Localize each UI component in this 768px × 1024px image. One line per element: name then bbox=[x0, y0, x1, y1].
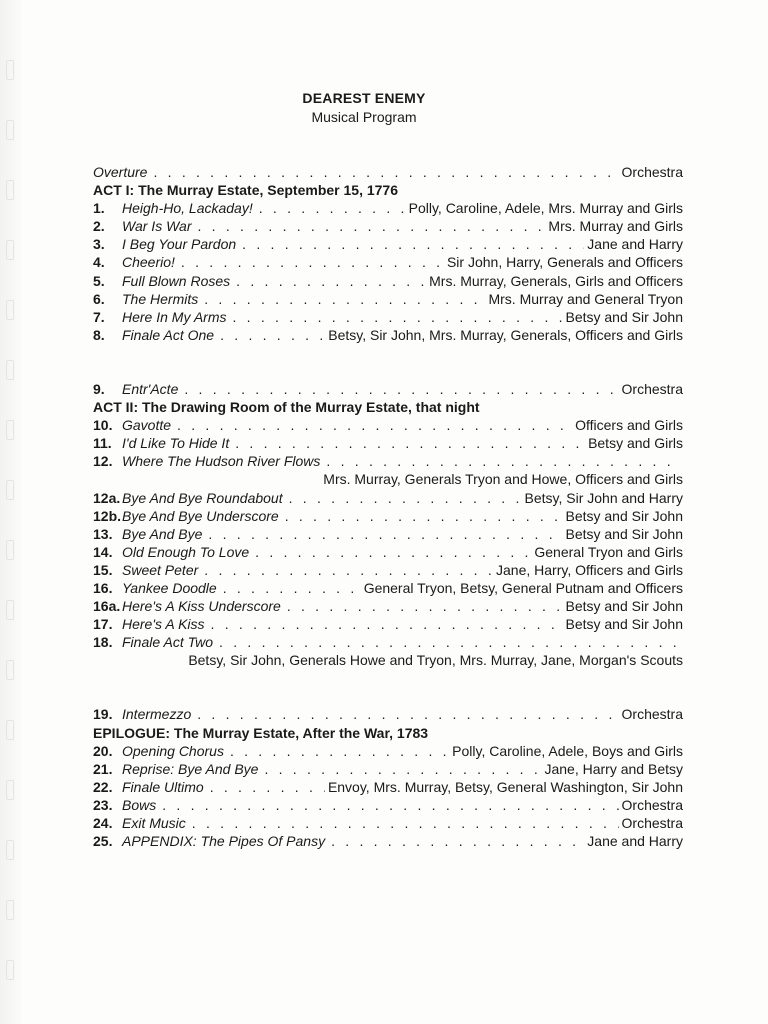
program-item bbox=[93, 308, 683, 326]
song-title: Here's A Kiss bbox=[122, 616, 205, 633]
dot-leader bbox=[192, 814, 619, 832]
overture-row bbox=[93, 163, 683, 181]
dot-leader bbox=[197, 705, 618, 723]
performers: Polly, Caroline, Adele, Boys and Girls bbox=[452, 742, 683, 759]
song-title: Here In My Arms bbox=[122, 308, 227, 325]
song-title: Here's A Kiss Underscore bbox=[122, 598, 281, 615]
performers: Mrs. Murray and Girls bbox=[548, 218, 683, 235]
performers: Orchestra bbox=[621, 796, 683, 813]
performers: Jane and Harry bbox=[587, 833, 683, 850]
song-title: Old Enough To Love bbox=[122, 543, 250, 560]
song-title: Finale Act Two bbox=[122, 634, 214, 651]
dot-leader bbox=[233, 308, 563, 326]
dot-leader bbox=[220, 326, 325, 344]
dot-leader bbox=[326, 452, 680, 470]
song-title: Intermezzo bbox=[122, 706, 192, 723]
song-title: The Hermits bbox=[122, 290, 199, 307]
song-number: 5. bbox=[93, 272, 105, 289]
program-item bbox=[93, 272, 683, 290]
song-title: Bye And Bye Underscore bbox=[122, 507, 279, 524]
dot-leader bbox=[204, 290, 485, 308]
performers: Officers and Girls bbox=[575, 417, 683, 434]
song-number: 24. bbox=[93, 815, 113, 831]
program-item bbox=[93, 525, 683, 543]
program-item bbox=[93, 452, 683, 470]
song-title: Bye And Bye bbox=[122, 525, 203, 542]
program-item bbox=[93, 561, 683, 579]
dot-leader bbox=[162, 796, 618, 814]
song-number: 20. bbox=[93, 742, 113, 759]
intermezzo-row bbox=[93, 705, 683, 723]
performers-continuation: Betsy, Sir John, Generals Howe and Tryon, Mrs. Murray, Jane, Morgan's Scouts bbox=[188, 652, 683, 669]
performers: Betsy, Sir John and Harry bbox=[524, 489, 683, 506]
song-title: Where The Hudson River Flows bbox=[122, 453, 321, 470]
dot-leader bbox=[184, 380, 618, 398]
song-number: 2. bbox=[93, 218, 105, 235]
song-number: 8. bbox=[93, 326, 105, 343]
song-number: 19. bbox=[93, 706, 113, 723]
entracte-row bbox=[93, 380, 683, 398]
act2-list bbox=[93, 416, 683, 669]
song-number: 16. bbox=[93, 579, 113, 596]
performers: Betsy and Sir John bbox=[565, 308, 683, 325]
program-item bbox=[93, 778, 683, 796]
dot-leader bbox=[230, 742, 449, 760]
act1-list bbox=[93, 199, 683, 344]
performers: Envoy, Mrs. Murray, Betsy, General Washington, Sir John bbox=[327, 778, 683, 795]
song-title: Yankee Doodle bbox=[122, 579, 217, 596]
program-title: DEAREST ENEMY bbox=[302, 90, 426, 106]
performers: Jane, Harry and Betsy bbox=[544, 760, 683, 777]
performers: Jane, Harry, Officers and Girls bbox=[496, 561, 683, 578]
dot-leader bbox=[242, 235, 584, 253]
epilogue-heading: EPILOGUE: The Murray Estate, After the War, 1783 bbox=[93, 724, 429, 741]
dot-leader bbox=[285, 507, 563, 525]
song-number: 13. bbox=[93, 525, 113, 542]
performers: Orchestra bbox=[621, 380, 683, 397]
performers: Betsy and Sir John bbox=[565, 598, 683, 615]
performers: Betsy and Girls bbox=[588, 435, 683, 452]
program-item bbox=[93, 543, 683, 561]
song-title: Gavotte bbox=[122, 417, 172, 434]
song-number: 4. bbox=[93, 254, 105, 271]
song-number: 1. bbox=[93, 200, 105, 217]
program-item bbox=[93, 434, 683, 452]
song-number: 3. bbox=[93, 236, 105, 253]
act1-heading: ACT I: The Murray Estate, September 15, 1776 bbox=[93, 182, 398, 199]
song-title: Bye And Bye Roundabout bbox=[122, 489, 283, 506]
performers: Orchestra bbox=[621, 815, 683, 831]
performers: Betsy and Sir John bbox=[565, 507, 683, 524]
song-title: Heigh-Ho, Lackaday! bbox=[122, 200, 253, 217]
song-title: Opening Chorus bbox=[122, 742, 224, 759]
dot-leader bbox=[264, 760, 541, 778]
page-header bbox=[0, 90, 728, 125]
program-item bbox=[93, 796, 683, 814]
program-item bbox=[93, 326, 683, 344]
dot-leader bbox=[208, 525, 562, 543]
dot-leader bbox=[181, 253, 444, 271]
dot-leader bbox=[211, 615, 563, 633]
performers: General Tryon, Betsy, General Putnam and Officers bbox=[363, 579, 683, 596]
dot-leader bbox=[287, 597, 563, 615]
program-item bbox=[93, 832, 683, 850]
dot-leader bbox=[259, 199, 406, 217]
song-number: 7. bbox=[93, 308, 105, 325]
song-number: 14. bbox=[93, 543, 113, 560]
performers: General Tryon and Girls bbox=[534, 543, 683, 560]
performers: Betsy and Sir John bbox=[565, 616, 683, 633]
song-title: Sweet Peter bbox=[122, 561, 199, 578]
song-number: 16a. bbox=[93, 598, 121, 615]
song-title: APPENDIX: The Pipes Of Pansy bbox=[122, 833, 326, 850]
program-item bbox=[93, 579, 683, 597]
dot-leader bbox=[331, 832, 584, 850]
program-item bbox=[93, 199, 683, 217]
song-number: 9. bbox=[93, 380, 105, 397]
song-title: I'd Like To Hide It bbox=[122, 435, 230, 452]
act2-heading: ACT II: The Drawing Room of the Murray Estate, that night bbox=[93, 399, 480, 416]
program-item bbox=[93, 615, 683, 633]
dot-leader bbox=[204, 561, 493, 579]
program-item bbox=[93, 507, 683, 525]
program-item bbox=[93, 597, 683, 615]
dot-leader bbox=[235, 434, 585, 452]
song-title: Finale Ultimo bbox=[122, 778, 204, 795]
performers: Polly, Caroline, Adele, Mrs. Murray and Girls bbox=[408, 200, 683, 217]
song-number: 23. bbox=[93, 796, 113, 813]
song-number: 12b. bbox=[93, 507, 122, 524]
song-title: Full Blown Roses bbox=[122, 272, 231, 289]
dot-leader bbox=[198, 217, 546, 235]
program-item bbox=[93, 290, 683, 308]
dot-leader bbox=[153, 163, 618, 181]
musical-program bbox=[93, 163, 683, 850]
song-number: 12. bbox=[93, 453, 113, 470]
performers: Sir John, Harry, Generals and Officers bbox=[446, 254, 683, 271]
performers: Orchestra bbox=[621, 164, 683, 180]
song-title: Overture bbox=[93, 164, 148, 180]
song-title: Exit Music bbox=[122, 815, 186, 831]
program-item bbox=[93, 814, 683, 832]
dot-leader bbox=[223, 579, 361, 597]
dot-leader bbox=[177, 416, 572, 434]
song-title: Bows bbox=[122, 796, 157, 813]
epilogue-list bbox=[93, 742, 683, 851]
song-number: 6. bbox=[93, 290, 105, 307]
binder-edge bbox=[0, 0, 22, 1024]
song-title: Reprise: Bye And Bye bbox=[122, 760, 259, 777]
program-item bbox=[93, 489, 683, 507]
song-number: 25. bbox=[93, 833, 113, 850]
program-item bbox=[93, 416, 683, 434]
song-title: I Beg Your Pardon bbox=[122, 236, 237, 253]
performers: Betsy, Sir John, Mrs. Murray, Generals, Officers and Girls bbox=[328, 326, 683, 343]
performers: Mrs. Murray and General Tryon bbox=[488, 290, 683, 307]
song-title: Cheerio! bbox=[122, 254, 175, 271]
program-item bbox=[93, 760, 683, 778]
performers: Betsy and Sir John bbox=[565, 525, 683, 542]
program-item bbox=[93, 235, 683, 253]
song-number: 17. bbox=[93, 616, 113, 633]
dot-leader bbox=[219, 633, 680, 651]
song-number: 18. bbox=[93, 634, 113, 651]
song-number: 15. bbox=[93, 561, 113, 578]
performers: Orchestra bbox=[621, 706, 683, 723]
performers: Mrs. Murray, Generals, Girls and Officers bbox=[429, 272, 683, 289]
program-item bbox=[93, 633, 683, 651]
dot-leader bbox=[289, 489, 522, 507]
performers: Jane and Harry bbox=[587, 236, 683, 253]
dot-leader bbox=[236, 272, 426, 290]
song-number: 10. bbox=[93, 417, 113, 434]
song-title: Entr'Acte bbox=[122, 380, 179, 397]
song-number: 21. bbox=[93, 760, 113, 777]
song-title: Finale Act One bbox=[122, 326, 215, 343]
dot-leader bbox=[255, 543, 531, 561]
program-item bbox=[93, 742, 683, 760]
song-title: War Is War bbox=[122, 218, 192, 235]
song-number: 22. bbox=[93, 778, 113, 795]
dot-leader bbox=[210, 778, 325, 796]
performers-continuation: Mrs. Murray, Generals Tryon and Howe, Officers and Girls bbox=[323, 471, 683, 488]
program-item bbox=[93, 217, 683, 235]
program-item bbox=[93, 253, 683, 271]
song-number: 11. bbox=[93, 435, 112, 452]
program-subtitle: Musical Program bbox=[311, 109, 417, 125]
song-number: 12a. bbox=[93, 489, 121, 506]
